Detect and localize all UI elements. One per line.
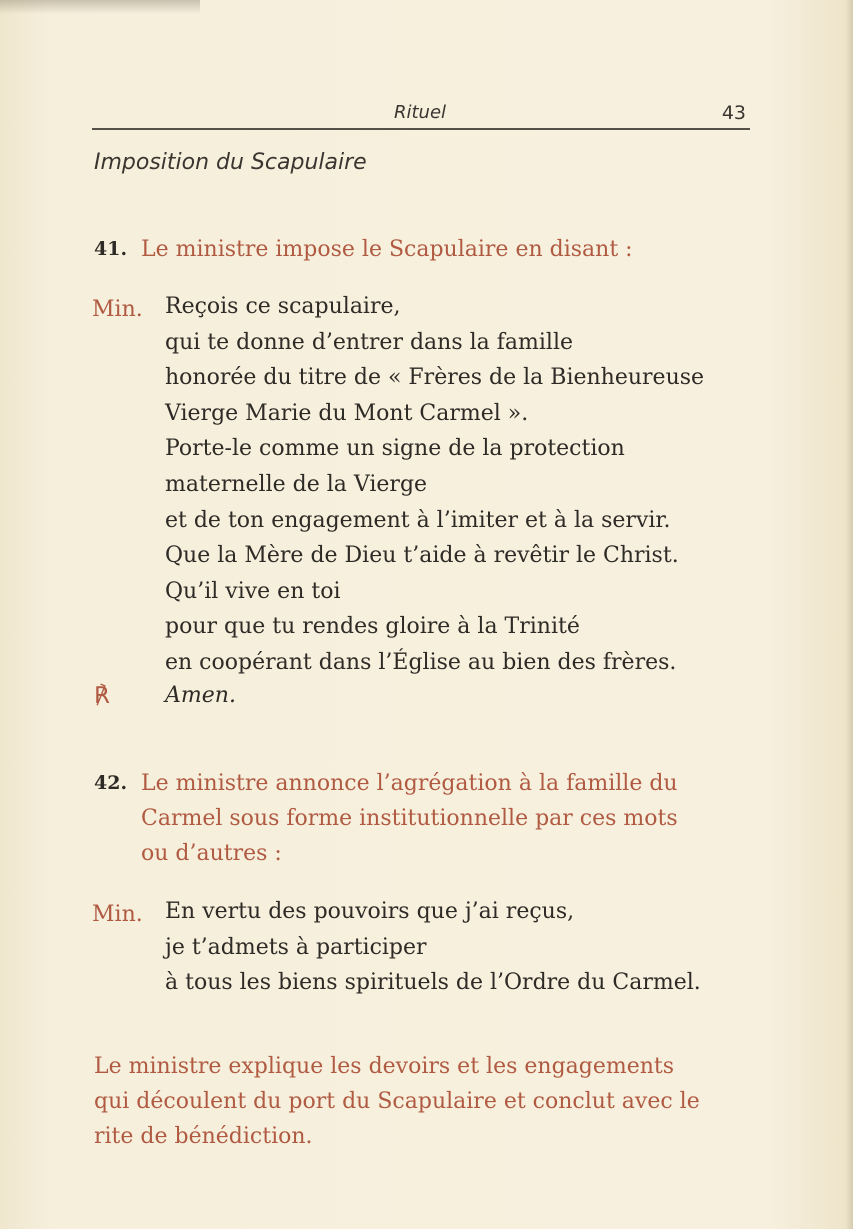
prayer-line: en coopérant dans l’Église au bien des frères.: [165, 649, 677, 675]
closing-rubric: [94, 1049, 700, 1154]
rubric-line: Le ministre annonce l’agrégation à la famille du: [141, 771, 678, 796]
prayer-text-41: [165, 289, 704, 681]
scan-shadow: [0, 0, 200, 14]
rubric-line: Le ministre explique les devoirs et les engagements: [94, 1054, 675, 1079]
prayer-line: Vierge Marie du Mont Carmel ».: [165, 400, 529, 426]
rubric-line: Le ministre impose le Scapulaire en disant :: [141, 237, 633, 262]
speaker-label-minister: Min.: [92, 297, 143, 322]
prayer-line: Que la Mère de Dieu t’aide à revêtir le Christ.: [165, 543, 679, 569]
page-number: 43: [721, 102, 746, 124]
prayer-line: pour que tu rendes gloire à la Trinité: [165, 614, 580, 640]
rubric-line: ou d’autres :: [141, 841, 282, 866]
prayer-line: En vertu des pouvoirs que j’ai reçus,: [165, 899, 575, 924]
page-edge: [845, 0, 853, 1229]
rubric-line: qui découlent du port du Scapulaire et conclut avec le: [94, 1089, 700, 1114]
header-rule: [92, 128, 750, 130]
prayer-line: et de ton engagement à l’imiter et à la servir.: [165, 507, 671, 533]
response-symbol: ℟: [94, 683, 110, 709]
rubric-41: [141, 232, 633, 267]
prayer-line: à tous les biens spirituels de l’Ordre du Carmel.: [165, 970, 701, 996]
speaker-label-minister: Min.: [92, 902, 143, 927]
running-title: Rituel: [393, 102, 447, 123]
rubric-line: Carmel sous forme institutionnelle par ces mots: [141, 806, 678, 831]
rubric-line: rite de bénédiction.: [94, 1124, 313, 1149]
prayer-line: qui te donne d’entrer dans la famille: [165, 329, 574, 355]
paragraph-number-42: 42.: [94, 772, 128, 794]
response-amen: Amen.: [165, 683, 236, 708]
prayer-line: je t’admets à participer: [165, 934, 427, 960]
rubric-42: [141, 766, 678, 871]
prayer-line: Reçois ce scapulaire,: [165, 294, 401, 319]
prayer-line: Qu’il vive en toi: [165, 578, 341, 604]
paragraph-number-41: 41.: [94, 238, 128, 260]
running-head: [92, 100, 748, 130]
prayer-text-42: [165, 894, 701, 1001]
prayer-line: honorée du titre de « Frères de la Bienheureuse: [165, 365, 705, 391]
prayer-line: Porte-le comme un signe de la protection: [165, 436, 625, 462]
section-title: Imposition du Scapulaire: [94, 150, 367, 175]
prayer-line: maternelle de la Vierge: [165, 471, 428, 497]
